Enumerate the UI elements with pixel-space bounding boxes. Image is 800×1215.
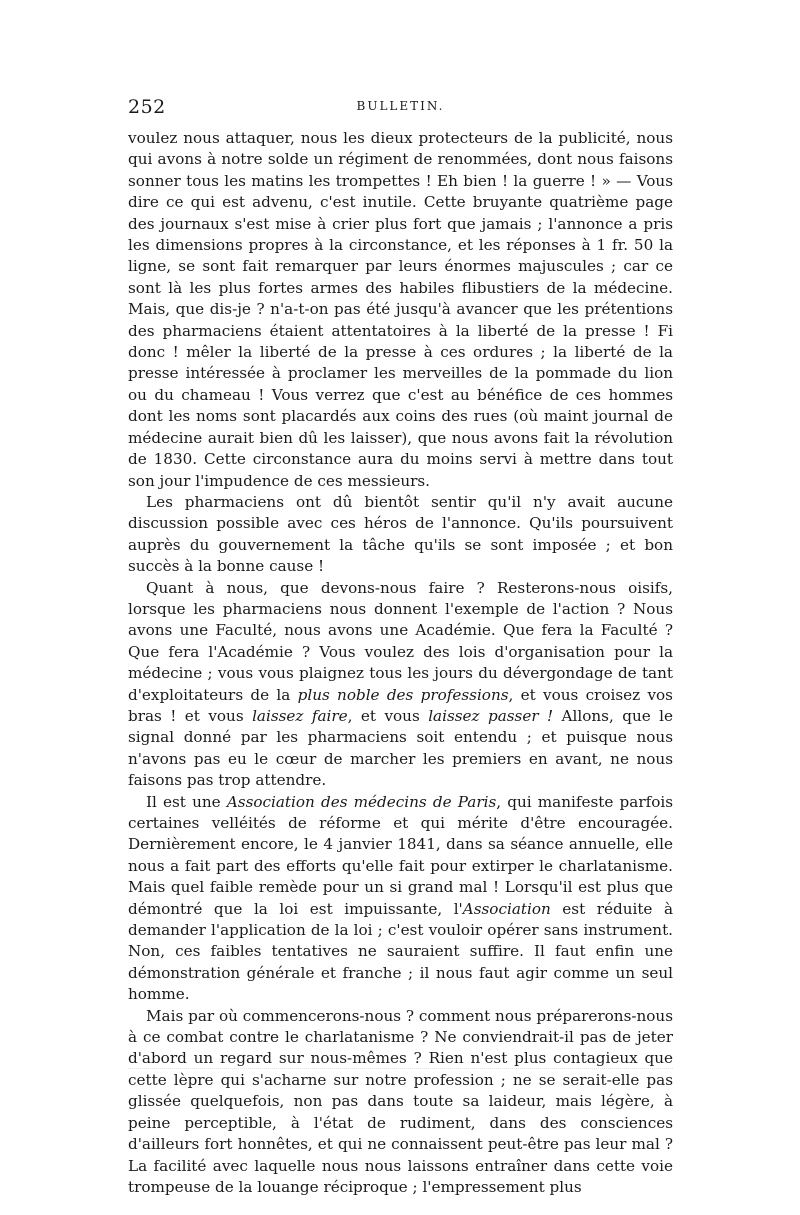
bottom-bleed-through bbox=[128, 1068, 673, 1079]
paragraph-3-italic-b: laissez faire bbox=[252, 706, 348, 725]
paragraph-3-italic-a: plus noble des professions bbox=[297, 685, 509, 704]
paragraph-1: voulez nous attaquer, nous les dieux protecteurs de la publicité, nous qui avons à notre solde un régiment de renommées, dont nous faisons sonner tous les matins les trompettes ! Eh bien ! la guerre ! » — Vous dire ce qui est advenu, c'est inutile. Cette bruyante quatrième page des journaux s'est mise à crier plus fort que jamais ; l'annonce a pris les dimensions propres à la circonstance, et les réponses à 1 fr. 50 la ligne, se sont fait remarquer par leurs énormes majuscules ; car ce sont là les plus fortes armes des habiles flibustiers de la médecine. Mais, que dis-je ? n'a-t-on pas été jusqu'à avancer que les prétentions des pharmaciens étaient attentatoires à la liberté de la presse ! Fi donc ! mêler la liberté de la presse à ces ordures ; la liberté de la presse intéressée à proclamer les merveilles de la pommade du lion ou du chameau ! Vous verrez que c'est au bénéfice de ces hommes dont les noms sont placardés aux coins des rues (où maint journal de médecine aurait bien dû les laisser), que nous avons fait la révolution de 1830. Cette circonstance aura du moins servi à mettre dans tout son jour l'impudence de ces messieurs. bbox=[128, 129, 673, 490]
page-header bbox=[128, 96, 673, 120]
running-title: BULLETIN. bbox=[356, 99, 445, 113]
body-text bbox=[128, 128, 673, 1198]
paragraph-3-text-c: , et vous bbox=[347, 706, 429, 725]
paragraph-4-text-a: Il est une bbox=[146, 792, 227, 811]
paragraph-2: Les pharmaciens ont dû bientôt sentir qu'il n'y avait aucune discussion possible avec ces héros de l'annonce. Qu'ils poursuivent auprès du gouvernement la tâche qu'ils se sont imposée ; et bon succès à la bonne cause ! bbox=[128, 492, 673, 576]
paragraph-4-italic-a: Association des médecins de Paris bbox=[226, 792, 497, 811]
paragraph-4-italic-b: Association bbox=[462, 899, 551, 918]
paragraph-4-text-b: , qui manifeste parfois certaines velléités de réforme et qui mérite d'être encouragée. Dernièrement encore, le 4 janvier 1841, dans sa séance annuelle, elle nous a fait part des efforts qu'elle fait pour extirper le charlatanisme. Mais quel faible remède pour un si grand mal ! Lorsqu'il est plus que démontré que la loi est impuissante, l' bbox=[128, 792, 673, 918]
paragraph-3-text-a: Quant à nous, que devons-nous faire ? Resterons-nous oisifs, lorsque les pharmaciens nous donnent l'exemple de l'action ? Nous avons une Faculté, nous avons une Académie. Que fera la Faculté ? Que fera l'Académie ? Vous voulez des lois d'organisation pour la médecine ; vous vous plaignez tous les jours du dévergondage de tant d'exploitateurs de la bbox=[128, 578, 673, 704]
paragraph-4-text-c: est réduite à demander l'application de la loi ; c'est vouloir opérer sans instrument. Non, ces faibles tentatives ne sauraient suffire. Il faut enfin une démonstration générale et franche ; il nous faut agir comme un seul homme. bbox=[128, 899, 674, 1004]
paragraph-3 bbox=[128, 578, 673, 792]
paragraph-3-text-b: , et vous croisez vos bras ! et vous bbox=[128, 685, 673, 725]
paragraph-3-italic-c: laissez passer ! bbox=[428, 706, 554, 725]
paragraph-4 bbox=[128, 792, 673, 1006]
paragraph-3-text-d: Allons, que le signal donné par les pharmaciens soit entendu ; et puisque nous n'avons pas eu le cœur de marcher les premiers en avant, ne nous faisons pas trop attendre. bbox=[128, 706, 673, 790]
paragraph-5: Mais par où commencerons-nous ? comment nous préparerons-nous à ce combat contre le charlatanisme ? Ne conviendrait-il pas de jeter d'abord un regard sur nous-mêmes ? Rien n'est plus contagieux que cette lèpre qui s'acharne sur notre profession ; ne se serait-elle pas glissée quelquefois, non pas dans toute sa laideur, mais légère, à peine perceptible, à l'état de rudiment, dans des consciences d'ailleurs fort honnêtes, et qui ne connaissent peut-être pas leur mal ? La facilité avec laquelle nous nous laissons entraîner dans cette voie trompeuse de la louange réciproque ; l'empressement plus bbox=[128, 1006, 673, 1196]
page-number: 252 bbox=[128, 96, 166, 118]
